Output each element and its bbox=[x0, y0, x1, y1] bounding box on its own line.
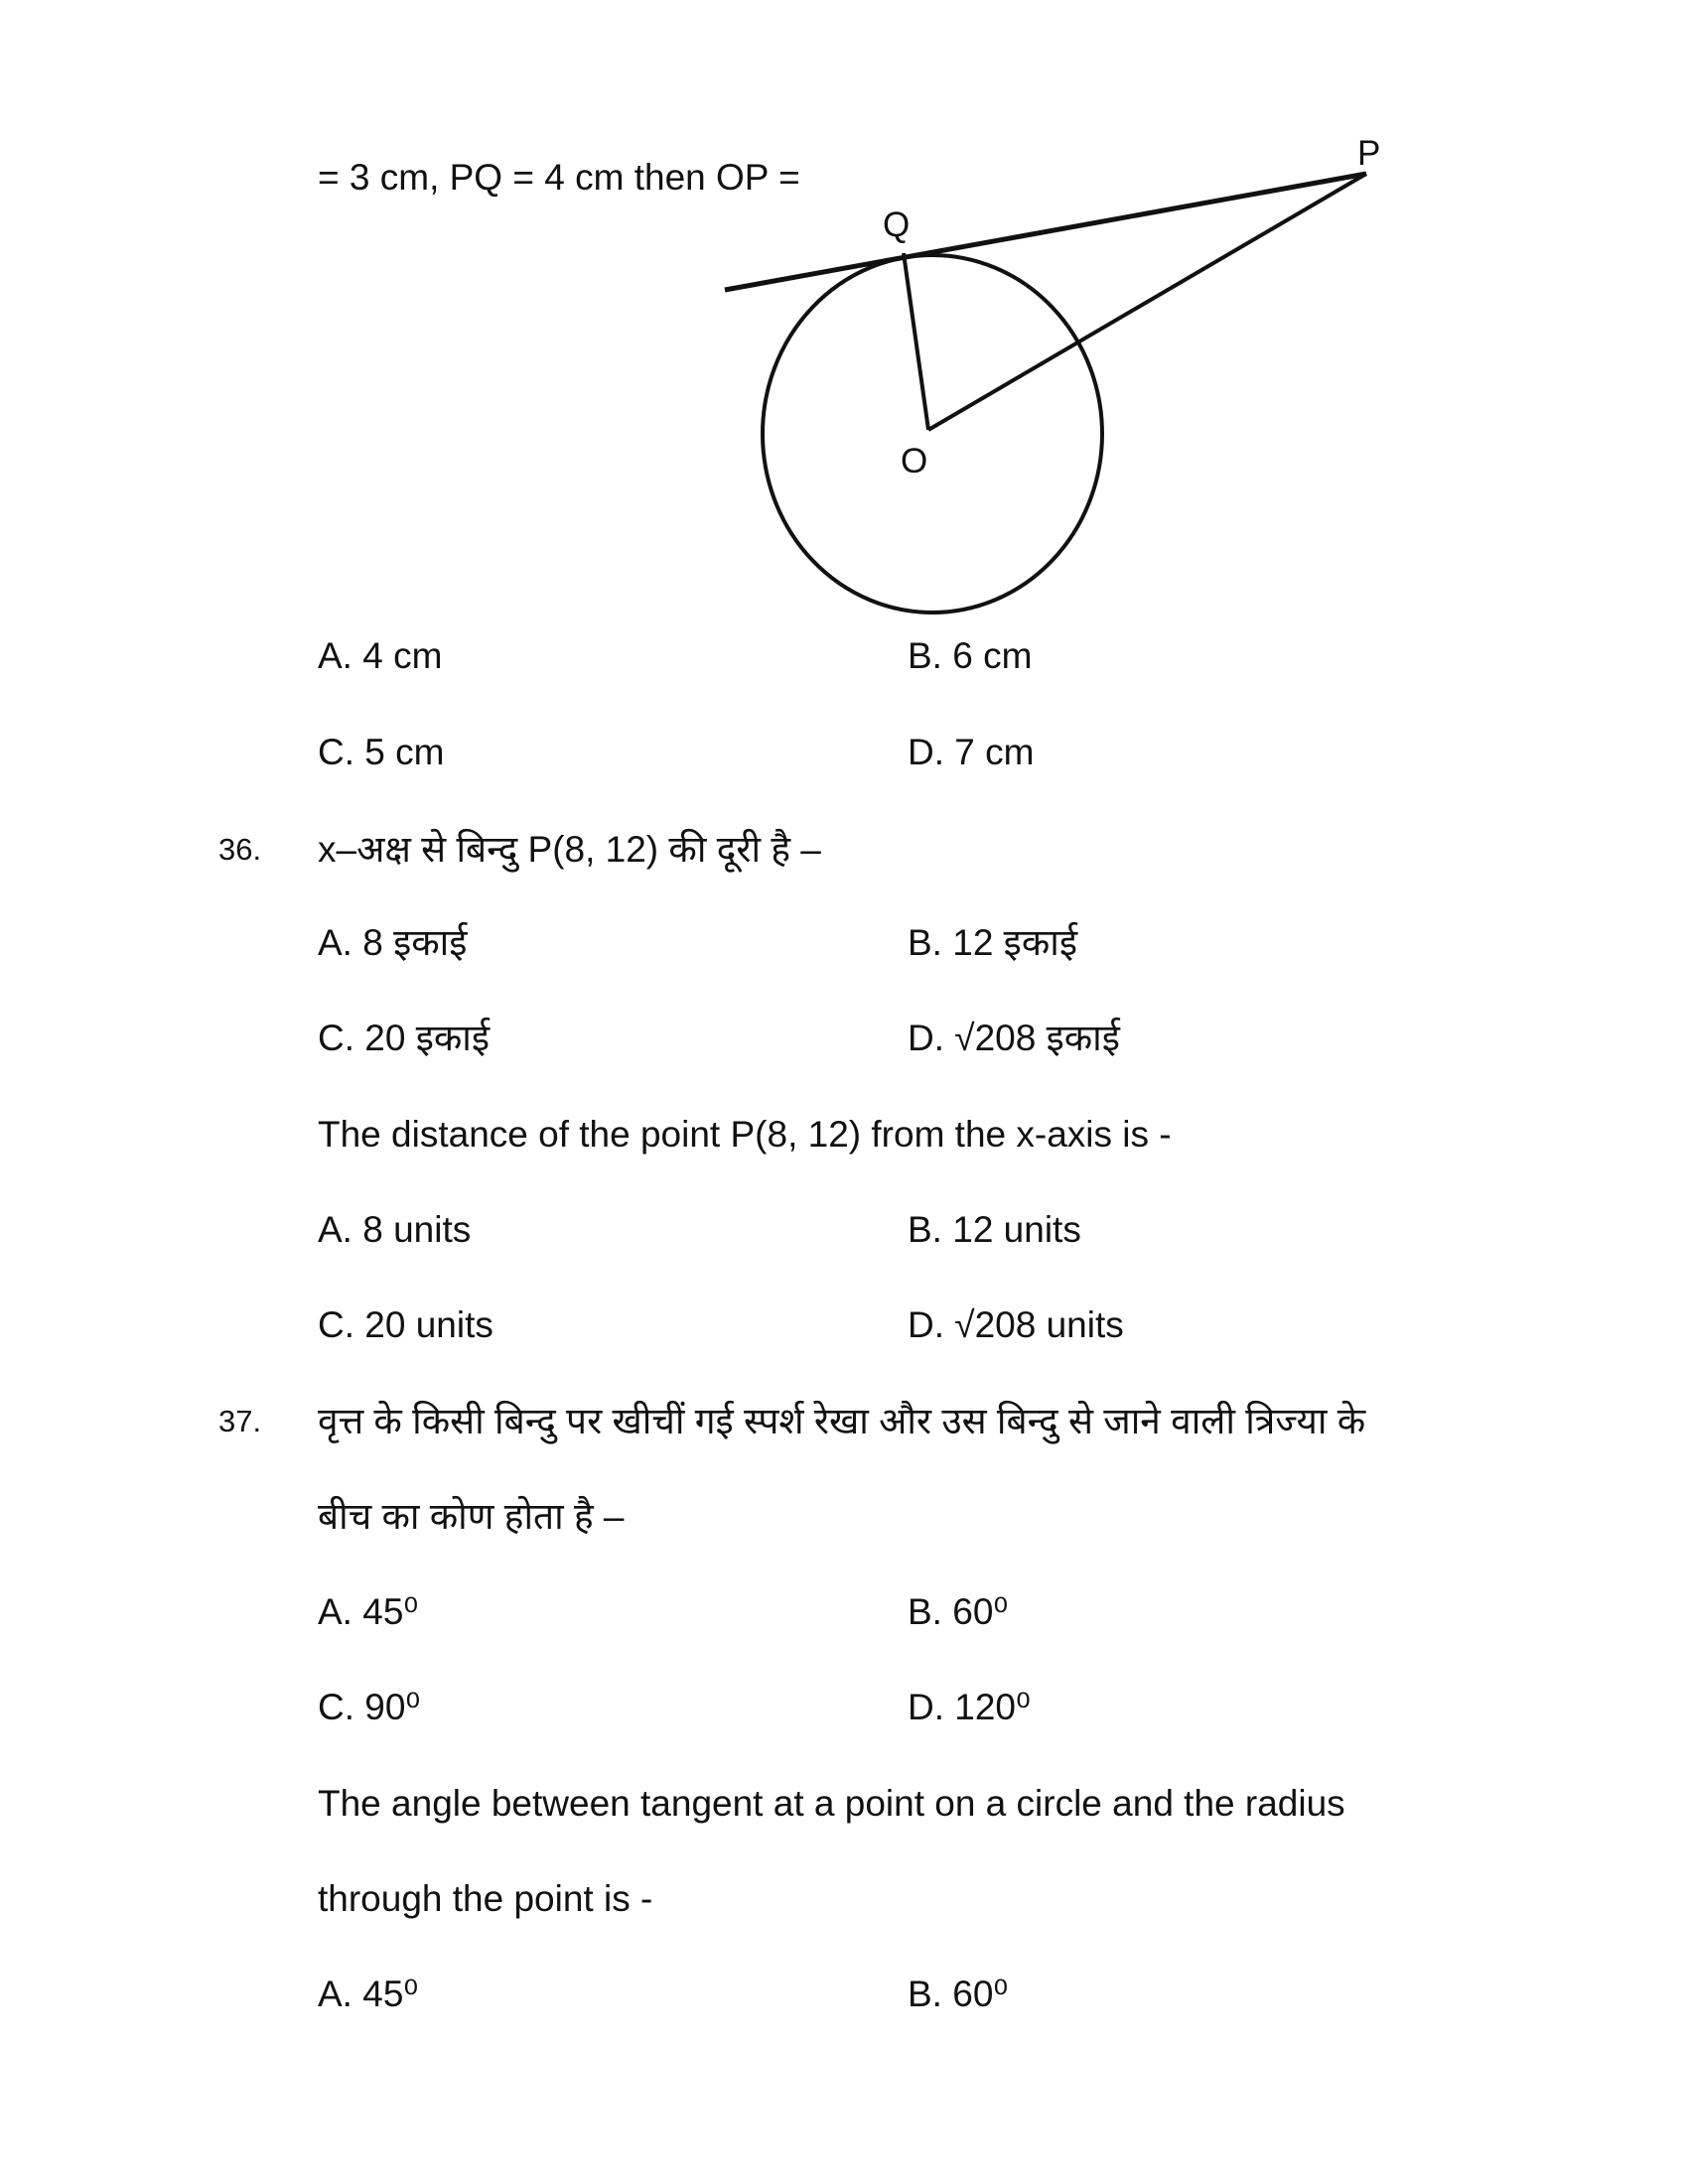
q37-hindi-question-line1: वृत्त के किसी बिन्दु पर खीचीं गई स्पर्श रेखा और उस बिन्दु से जाने वाली त्रिज्या के bbox=[318, 1401, 1366, 1441]
q36-number: 36. bbox=[218, 832, 262, 867]
q36-hindi-option-b[interactable]: B. 12 इकाई bbox=[908, 922, 1078, 963]
q35-option-a[interactable]: A. 4 cm bbox=[318, 635, 443, 676]
q36-hindi-option-d[interactable]: D. √208 इकाई bbox=[908, 1018, 1120, 1058]
q37-english-option-a[interactable]: A. 45⁰ bbox=[318, 1974, 419, 2014]
q37-english-question-line1: The angle between tangent at a point on a circle and the radius bbox=[318, 1783, 1345, 1824]
q37-english-option-b[interactable]: B. 60⁰ bbox=[908, 1974, 1009, 2014]
q36-hindi-option-a[interactable]: A. 8 इकाई bbox=[318, 922, 468, 963]
q36-english-question: The distance of the point P(8, 12) from the x-axis is - bbox=[318, 1114, 1172, 1155]
q37-english-question-line2: through the point is - bbox=[318, 1878, 653, 1919]
q35-option-b[interactable]: B. 6 cm bbox=[908, 635, 1033, 676]
q37-hindi-option-b[interactable]: B. 60⁰ bbox=[908, 1591, 1009, 1632]
radius-oq bbox=[904, 253, 928, 430]
q37-hindi-option-c[interactable]: C. 90⁰ bbox=[318, 1687, 421, 1727]
q35-option-d[interactable]: D. 7 cm bbox=[908, 732, 1035, 772]
q36-english-option-d[interactable]: D. √208 units bbox=[908, 1304, 1124, 1345]
label-p: P bbox=[1357, 134, 1381, 173]
tangent-circle-diagram bbox=[0, 0, 1688, 695]
q37-hindi-option-a[interactable]: A. 45⁰ bbox=[318, 1591, 419, 1632]
circle bbox=[763, 255, 1102, 613]
q36-hindi-question: x–अक्ष से बिन्दु P(8, 12) की दूरी है – bbox=[318, 829, 821, 870]
q37-number: 37. bbox=[218, 1404, 262, 1438]
label-q: Q bbox=[883, 205, 911, 244]
q35-stem-tail: = 3 cm, PQ = 4 cm then OP = bbox=[318, 157, 800, 198]
q36-hindi-option-c[interactable]: C. 20 इकाई bbox=[318, 1018, 491, 1058]
q36-english-option-b[interactable]: B. 12 units bbox=[908, 1209, 1081, 1250]
q37-hindi-question-line2: बीच का कोण होता है – bbox=[318, 1496, 625, 1537]
q35-option-c[interactable]: C. 5 cm bbox=[318, 732, 445, 772]
q37-hindi-option-d[interactable]: D. 120⁰ bbox=[908, 1687, 1031, 1727]
label-o: O bbox=[901, 442, 928, 480]
q36-english-option-a[interactable]: A. 8 units bbox=[318, 1209, 472, 1250]
q36-english-option-c[interactable]: C. 20 units bbox=[318, 1304, 493, 1345]
